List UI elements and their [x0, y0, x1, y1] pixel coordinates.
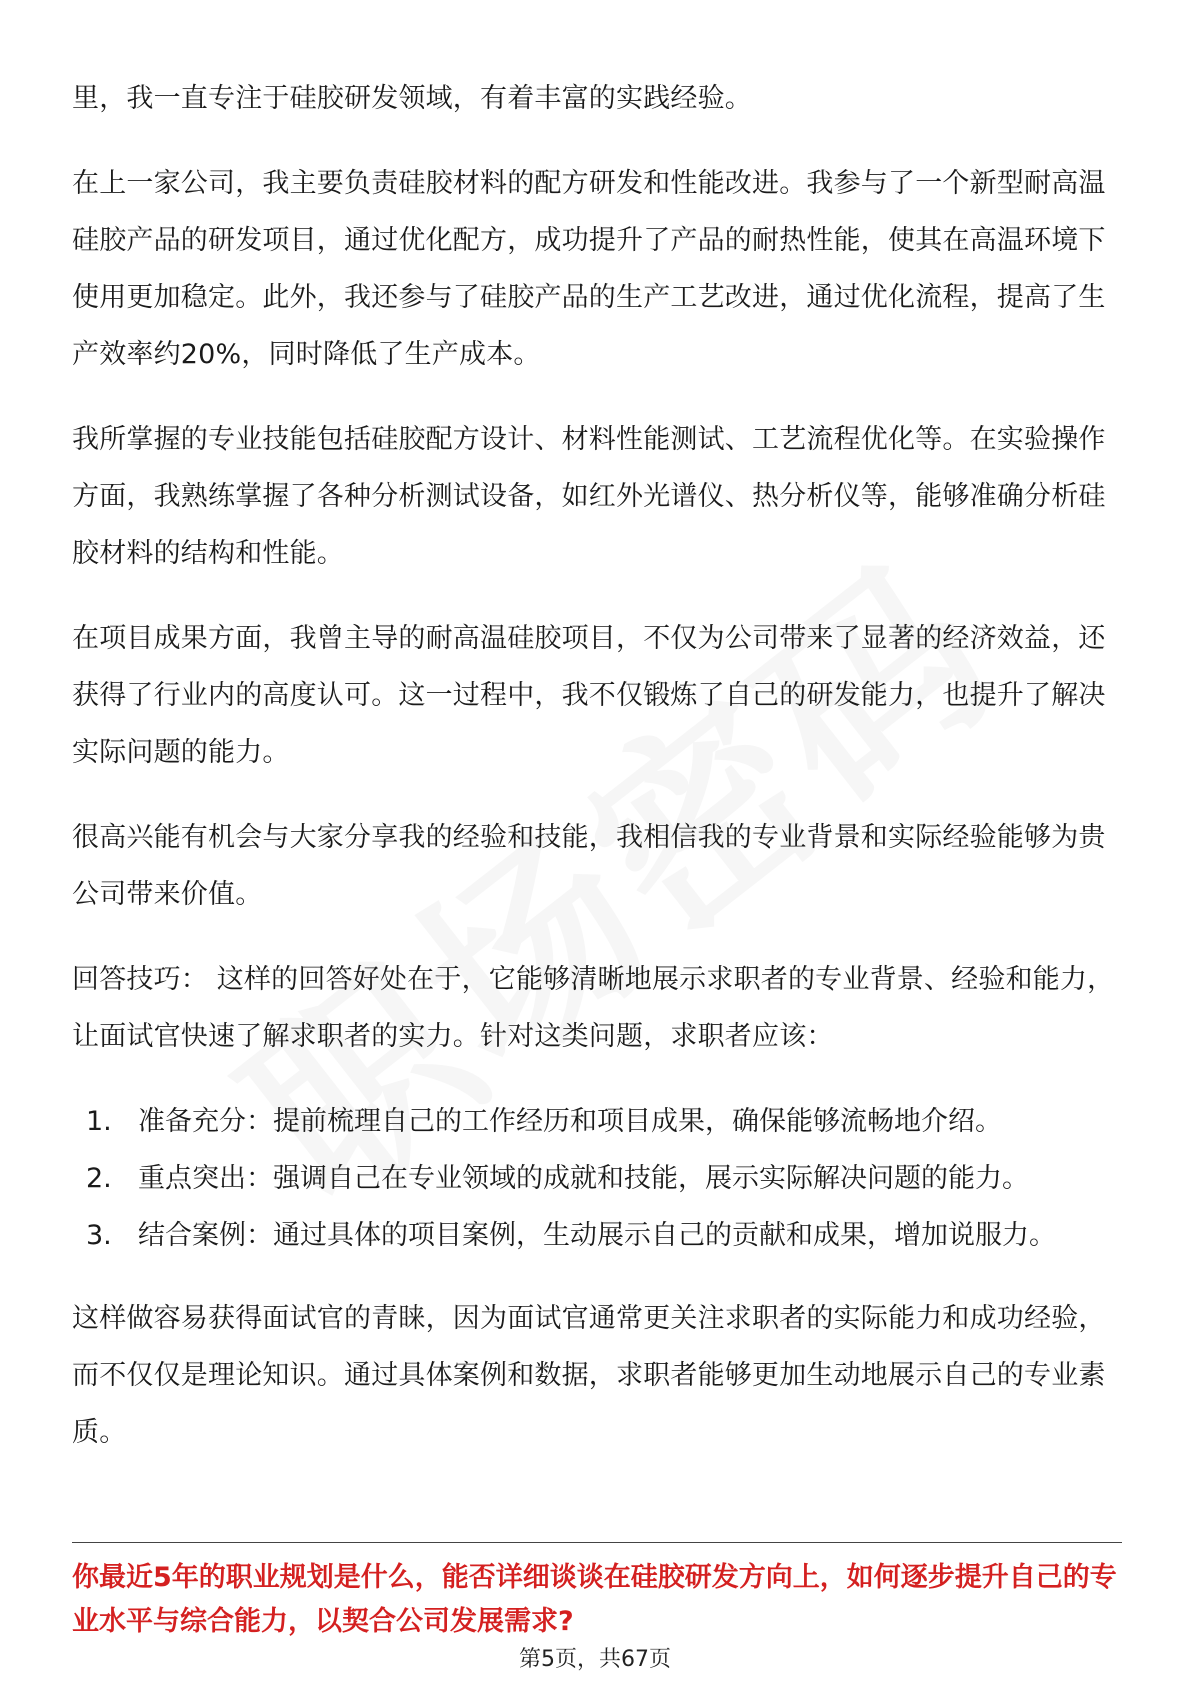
paragraph-conclusion: 这样做容易获得面试官的青睐，因为面试官通常更关注求职者的实际能力和成功经验，而不仅仅是理论知识。通过具体案例和数据，求职者能够更加生动地展示自己的专业素质。 [72, 1303, 1106, 1448]
page-number: 第5页，共67页 [519, 1647, 671, 1672]
list-text: 准备充分：提前梳理自己的工作经历和项目成果，确保能够流畅地介绍。 [138, 1106, 1002, 1137]
list-text: 重点突出：强调自己在专业领域的成就和技能，展示实际解决问题的能力。 [138, 1163, 1029, 1194]
paragraph-skills: 我所掌握的专业技能包括硅胶配方设计、材料性能测试、工艺流程优化等。在实验操作方面，我熟练掌握了各种分析测试设备，如红外光谱仪、热分析仪等，能够准确分析硅胶材料的结构和性能。 [72, 424, 1106, 569]
tips-list [72, 1093, 1122, 1264]
list-item [72, 1207, 1122, 1264]
list-number: 3. [86, 1220, 112, 1251]
paragraph-answer-tips: 回答技巧： 这样的回答好处在于，它能够清晰地展示求职者的专业背景、经验和能力，让面试官快速了解求职者的实力。针对这类问题，求职者应该： [72, 964, 1115, 1052]
page-content [72, 70, 1122, 1489]
next-question-heading: 你最近5年的职业规划是什么，能否详细谈谈在硅胶研发方向上，如何逐步提升自己的专业水平与综合能力，以契合公司发展需求? [72, 1562, 1117, 1637]
list-number: 1. [86, 1106, 112, 1137]
list-item [72, 1150, 1122, 1207]
paragraph-closing-remark: 很高兴能有机会与大家分享我的经验和技能，我相信我的专业背景和实际经验能够为贵公司带来价值。 [72, 822, 1106, 910]
paragraph-intro-continued: 里，我一直专注于硅胶研发领域，有着丰富的实践经验。 [72, 83, 752, 114]
list-item [72, 1093, 1122, 1150]
section-divider [72, 1542, 1122, 1543]
paragraph-achievements: 在项目成果方面，我曾主导的耐高温硅胶项目，不仅为公司带来了显著的经济效益，还获得了行业内的高度认可。这一过程中，我不仅锻炼了自己的研发能力，也提升了解决实际问题的能力。 [72, 623, 1106, 768]
list-number: 2. [86, 1163, 112, 1194]
list-text: 结合案例：通过具体的项目案例，生动展示自己的贡献和成果，增加说服力。 [138, 1220, 1056, 1251]
paragraph-previous-company: 在上一家公司，我主要负责硅胶材料的配方研发和性能改进。我参与了一个新型耐高温硅胶产品的研发项目，通过优化配方，成功提升了产品的耐热性能，使其在高温环境下使用更加稳定。此外，我还参与了硅胶产品的生产工艺改进，通过优化流程，提高了生产效率约20%，同时降低了生产成本。 [72, 168, 1106, 370]
